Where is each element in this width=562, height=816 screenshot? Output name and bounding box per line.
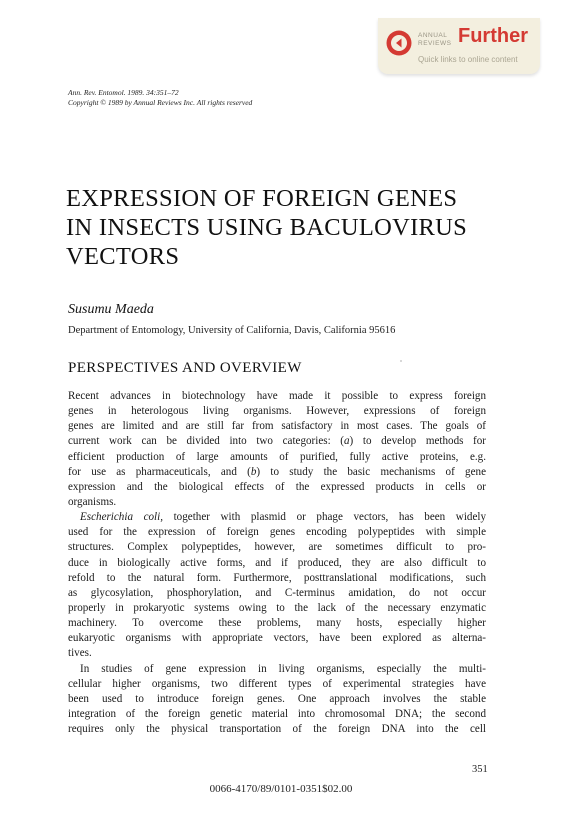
text-line: machinery. To overcome these problems, many hosts, especially higher bbox=[68, 617, 486, 630]
citation-journal: Ann. Rev. Entomol. 1989. 34:351–72 bbox=[68, 88, 179, 97]
annual-reviews-logo-icon bbox=[386, 30, 412, 56]
text-line: been used to introduce foreign genes. One approach involves the stable bbox=[68, 692, 486, 705]
badge-reviews-text: REVIEWS bbox=[418, 40, 452, 47]
text-fragment: together with plasmid or phage vectors, has been widely bbox=[163, 511, 486, 524]
title-line: EXPRESSION OF FOREIGN GENES bbox=[66, 185, 458, 212]
citation-copyright: Copyright © 1989 by Annual Reviews Inc. All rights reserved bbox=[68, 98, 253, 107]
text-line: Recent advances in biotechnology have made it possible to express foreign bbox=[68, 390, 486, 402]
scan-speck bbox=[400, 360, 402, 362]
badge-further-text: Further bbox=[458, 25, 528, 47]
text-line: used for the expression of foreign genes encoding polypeptides with simple bbox=[68, 526, 486, 539]
page-number: 351 bbox=[472, 764, 488, 775]
badge-annual-text: ANNUAL bbox=[418, 32, 448, 39]
text-line: eukaryotic organisms with appropriate vectors, have been explored as alterna- bbox=[68, 632, 486, 645]
article-code: 0066-4170/89/0101-0351$02.00 bbox=[209, 783, 353, 795]
title-line: VECTORS bbox=[66, 243, 180, 270]
badge-quick-links-text: Quick links to online content bbox=[418, 55, 518, 64]
text-line: properly in prokaryotic systems owing to the lack of the necessary enzymatic bbox=[68, 601, 486, 614]
text-line: structures. Complex polypeptides, however, are sometimes difficult to pro- bbox=[68, 541, 486, 554]
author-affiliation: Department of Entomology, University of California, Davis, California 95616 bbox=[68, 325, 396, 336]
annual-reviews-further-link[interactable] bbox=[378, 18, 540, 74]
text-line: current work can be divided into two categories: (a) to develop methods for bbox=[68, 435, 486, 448]
text-line: efficient production of large amounts of purified, fully active proteins, e.g. bbox=[68, 450, 486, 463]
text-line bbox=[68, 510, 486, 525]
text-line: genes in heterologous living organisms. However, expressions of foreign bbox=[68, 405, 486, 418]
article-title bbox=[66, 184, 506, 271]
text-line: refold to the natural form. Furthermore, posttranslational modifications, such bbox=[68, 571, 486, 584]
text-line: duce in biologically active forms, and if produced, they are also difficult to bbox=[68, 556, 486, 569]
text-line: genes are limited and are still far from satisfactory in most cases. The goals of bbox=[68, 420, 486, 433]
text-line: as glycosylation, phosphorylation, and C-terminus amidation, do not occur bbox=[68, 586, 486, 599]
text-line: tives. bbox=[68, 647, 92, 660]
citation-block bbox=[68, 88, 252, 108]
species-name: Escherichia coli, bbox=[80, 511, 163, 524]
section-heading: PERSPECTIVES AND OVERVIEW bbox=[68, 360, 302, 376]
text-line: In studies of gene expression in living organisms, especially the multi- bbox=[80, 662, 486, 675]
title-line: IN INSECTS USING BACULOVIRUS bbox=[66, 214, 468, 241]
text-line: integration of the foreign genetic material into chromosomal DNA; the second bbox=[68, 707, 486, 720]
text-line: requires only the physical transportation of the foreign DNA into the cell bbox=[68, 723, 486, 736]
text-line: cellular higher organisms, two different types of experimental strategies have bbox=[68, 677, 486, 690]
text-line: expression and the biological effects of the expressed products in cells or bbox=[68, 480, 486, 493]
text-line: for use as pharmaceuticals, and (b) to study the basic mechanisms of gene bbox=[68, 465, 486, 478]
author-name: Susumu Maeda bbox=[68, 302, 154, 317]
body-text bbox=[68, 389, 486, 737]
text-line: organisms. bbox=[68, 495, 117, 508]
